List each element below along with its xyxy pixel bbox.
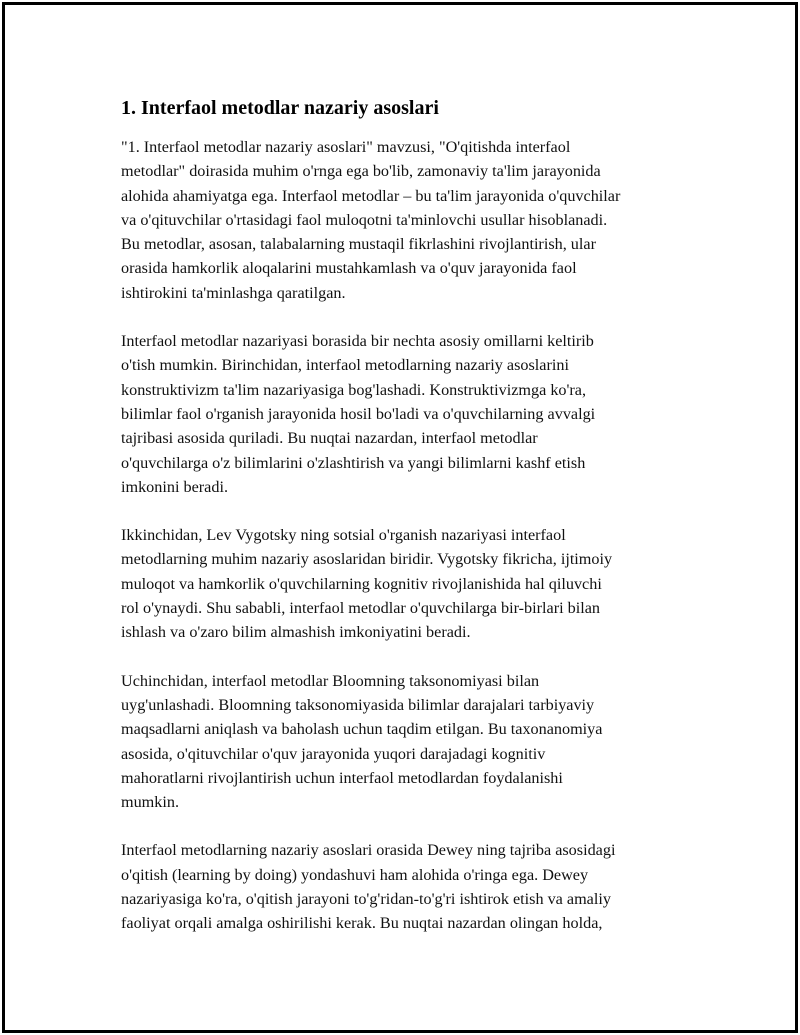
paragraph-line: o'quvchilarga o'z bilimlarini o'zlashtirish va yangi bilimlarni kashf etish [121, 453, 586, 472]
paragraph-line: rol o'ynaydi. Shu sababli, interfaol metodlar o'quvchilarga bir-birlari bilan [121, 599, 601, 618]
paragraph-line: mumkin. [121, 793, 180, 812]
section-heading: 1. Interfaol metodlar nazariy asoslari [121, 97, 439, 119]
paragraph [121, 523, 701, 644]
paragraph-line: mahoratlarni rivojlantirish uchun interfaol metodlardan foydalanishi [121, 768, 563, 787]
paragraph-line: "1. Interfaol metodlar nazariy asoslari" mavzusi, "O'qitishda interfaol [121, 138, 571, 156]
paragraph-line: Interfaol metodlar nazariyasi borasida bir nechta asosiy omillarni keltirib [121, 332, 594, 351]
paragraph-line: alohida ahamiyatga ega. Interfaol metodlar – bu ta'lim jarayonida o'quvchilar [121, 186, 621, 205]
paragraph-line: ishtirokini ta'minlashga qaratilgan. [121, 283, 346, 302]
paragraph-line: faoliyat orqali amalga oshirilishi kerak. Bu nuqtai nazardan olingan holda, [121, 914, 603, 933]
paragraph-line: va o'qituvchilar o'rtasidagi faol muloqotni ta'minlovchi usullar hisoblanadi. [121, 210, 608, 229]
paragraph-line: metodlarning muhim nazariy asoslaridan biridir. Vygotsky fikricha, ijtimoiy [121, 550, 613, 569]
paragraph-line: Interfaol metodlarning nazariy asoslari orasida Dewey ning tajriba asosidagi [121, 841, 616, 860]
paragraph-line: konstruktivizm ta'lim nazariyasiga bog'lashadi. Konstruktivizmga ko'ra, [121, 380, 587, 399]
paragraph [121, 135, 701, 305]
paragraph-line: nazariyasiga ko'ra, o'qitish jarayoni to'g'ridan-to'g'ri ishtirok etish va amaliy [121, 890, 611, 909]
paragraph [121, 329, 701, 499]
paragraph-line: bilimlar faol o'rganish jarayonida hosil bo'ladi va o'quvchilarning avvalgi [121, 404, 596, 423]
paragraph-line: metodlar" doirasida muhim o'rnga ega bo'lib, zamonaviy ta'lim jarayonida [121, 162, 601, 181]
paragraph [121, 669, 701, 815]
paragraph-line: tajribasi asosida quriladi. Bu nuqtai nazardan, interfaol metodlar [121, 429, 538, 448]
paragraph-line: maqsadlarni aniqlash va baholash uchun taqdim etilgan. Bu taxonanomiya [121, 720, 603, 739]
document-page [2, 2, 798, 1033]
paragraph-line: Uchinchidan, interfaol metodlar Bloomning taksonomiyasi bilan [121, 671, 540, 690]
paragraph-line: o'tish mumkin. Birinchidan, interfaol metodlarning nazariy asoslarini [121, 356, 569, 375]
paragraph-line: orasida hamkorlik aloqalarini mustahkamlash va o'quv jarayonida faol [121, 259, 577, 278]
paragraph-line: imkonini beradi. [121, 477, 228, 496]
paragraphs-container [121, 135, 701, 936]
paragraph-line: ishlash va o'zaro bilim almashish imkoniyatini beradi. [121, 623, 471, 642]
document-body [121, 95, 701, 960]
paragraph-line: o'qitish (learning by doing) yondashuvi ham alohida o'ringa ega. Dewey [121, 865, 589, 884]
paragraph-line: asosida, o'qituvchilar o'quv jarayonida yuqori darajadagi kognitiv [121, 744, 546, 763]
paragraph-line: Bu metodlar, asosan, talabalarning mustaqil fikrlashini rivojlantirish, ular [121, 235, 596, 254]
paragraph-line: uyg'unlashadi. Bloomning taksonomiyasida bilimlar darajalari tarbiyaviy [121, 695, 595, 714]
paragraph [121, 838, 701, 935]
paragraph-line: muloqot va hamkorlik o'quvchilarning kognitiv rivojlanishida hal qiluvchi [121, 574, 602, 593]
paragraph-line: Ikkinchidan, Lev Vygotsky ning sotsial o'rganish nazariyasi interfaol [121, 526, 566, 545]
